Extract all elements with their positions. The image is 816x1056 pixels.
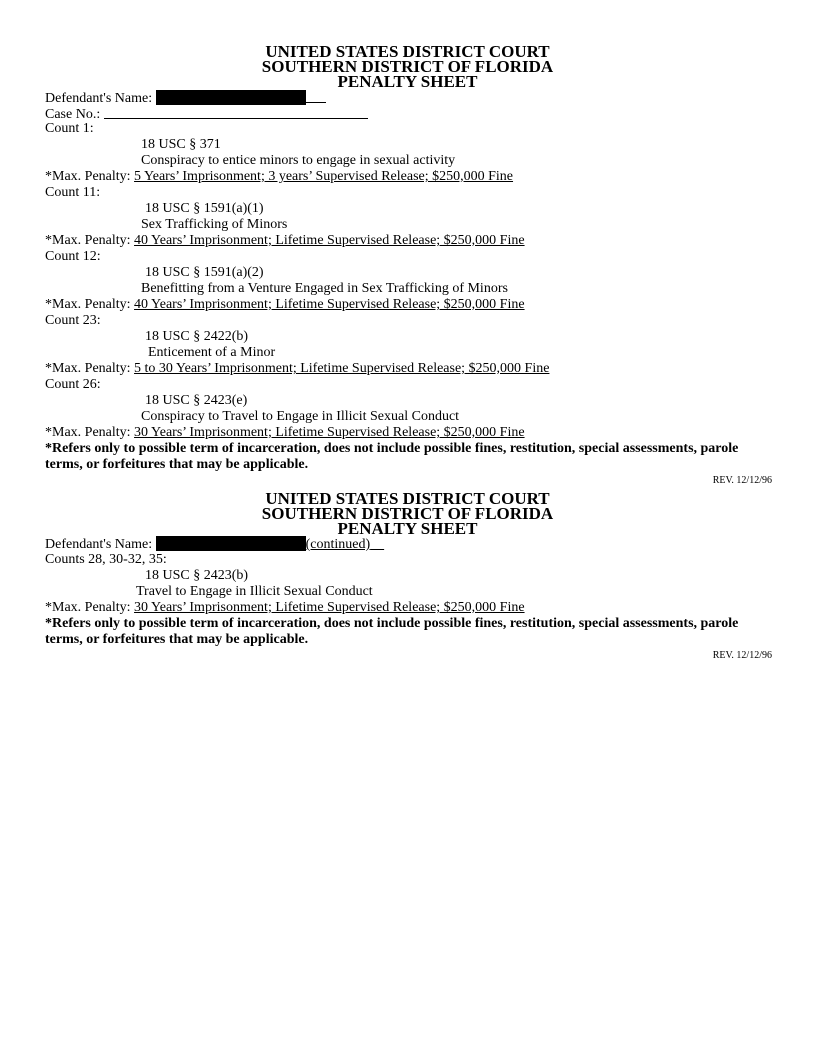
max-penalty-label: *Max. Penalty: [45, 233, 131, 248]
max-penalty-text: 30 Years’ Imprisonment; Lifetime Supervised Release; $250,000 Fine [134, 425, 525, 440]
count-offense: Sex Trafficking of Minors [141, 217, 288, 232]
penalty-sheet-2 [45, 491, 772, 664]
count-statute: 18 USC § 371 [141, 137, 221, 152]
max-penalty-row [45, 169, 772, 185]
defendant-row [45, 89, 772, 105]
defendant-label: Defendant's Name: [45, 537, 153, 552]
count-label: Count 11: [45, 185, 101, 200]
count-offense: Conspiracy to Travel to Engage in Illicit Sexual Conduct [141, 409, 460, 424]
max-penalty-row [45, 297, 772, 313]
max-penalty-text: 30 Years’ Imprisonment; Lifetime Supervised Release; $250,000 Fine [134, 600, 525, 615]
revision-date: REV. 12/12/96 [712, 475, 772, 486]
max-penalty-text: 5 Years’ Imprisonment; 3 years’ Supervised Release; $250,000 Fine [134, 169, 514, 184]
count-statute: 18 USC § 2423(e) [145, 393, 248, 408]
continued-label: (continued) [305, 537, 371, 552]
penalty-sheet-1 [45, 44, 772, 489]
incarceration-footnote: *Refers only to possible term of incarceration, does not include possible fines, restitution, special assessments, parole terms, or forfeitures that may be applicable. [45, 441, 739, 472]
case-number-label: Case No.: [45, 107, 101, 122]
max-penalty-label: *Max. Penalty: [45, 425, 131, 440]
max-penalty-label: *Max. Penalty: [45, 297, 131, 312]
name-blank-line [306, 89, 326, 103]
incarceration-footnote: *Refers only to possible term of incarceration, does not include possible fines, restitution, special assessments, parole terms, or forfeitures that may be applicable. [45, 616, 739, 647]
redaction-box [156, 90, 306, 105]
max-penalty-text: 40 Years’ Imprisonment; Lifetime Supervised Release; $250,000 Fine [134, 297, 525, 312]
max-penalty-text: 40 Years’ Imprisonment; Lifetime Supervised Release; $250,000 Fine [134, 233, 525, 248]
max-penalty-label: *Max. Penalty: [45, 169, 131, 184]
court-name: UNITED STATES DISTRICT COURT [265, 489, 550, 508]
count-offense: Conspiracy to entice minors to engage in sexual activity [141, 153, 456, 168]
max-penalty-text: 5 to 30 Years’ Imprisonment; Lifetime Supervised Release; $250,000 Fine [134, 361, 550, 376]
max-penalty-row [45, 600, 772, 616]
court-name: UNITED STATES DISTRICT COURT [265, 42, 550, 61]
count-label: Count 23: [45, 313, 101, 328]
count-statute: 18 USC § 2422(b) [145, 329, 249, 344]
max-penalty-label: *Max. Penalty: [45, 361, 131, 376]
sheet-title: PENALTY SHEET [337, 519, 478, 538]
defendant-row [45, 536, 772, 552]
revision-date: REV. 12/12/96 [712, 650, 772, 661]
case-number-row [45, 105, 772, 121]
sheet-title: PENALTY SHEET [337, 72, 478, 91]
max-penalty-row [45, 425, 772, 441]
defendant-label: Defendant's Name: [45, 91, 153, 106]
district-name: SOUTHERN DISTRICT OF FLORIDA [261, 57, 554, 76]
count-label: Count 26: [45, 377, 101, 392]
count-offense: Benefitting from a Venture Engaged in Sex Trafficking of Minors [141, 281, 508, 296]
count-offense: Enticement of a Minor [148, 345, 276, 360]
case-number-blank-line [104, 105, 368, 119]
count-label: Counts 28, 30-32, 35: [45, 552, 167, 567]
count-statute: 18 USC § 1591(a)(1) [145, 201, 264, 216]
count-offense: Travel to Engage in Illicit Sexual Conduct [136, 584, 373, 599]
count-label: Count 1: [45, 121, 94, 136]
count-statute: 18 USC § 1591(a)(2) [145, 265, 264, 280]
max-penalty-label: *Max. Penalty: [45, 600, 131, 615]
max-penalty-row [45, 361, 772, 377]
count-label: Count 12: [45, 249, 101, 264]
count-statute: 18 USC § 2423(b) [145, 568, 249, 583]
redaction-box [156, 536, 306, 551]
district-name: SOUTHERN DISTRICT OF FLORIDA [261, 504, 554, 523]
max-penalty-row [45, 233, 772, 249]
